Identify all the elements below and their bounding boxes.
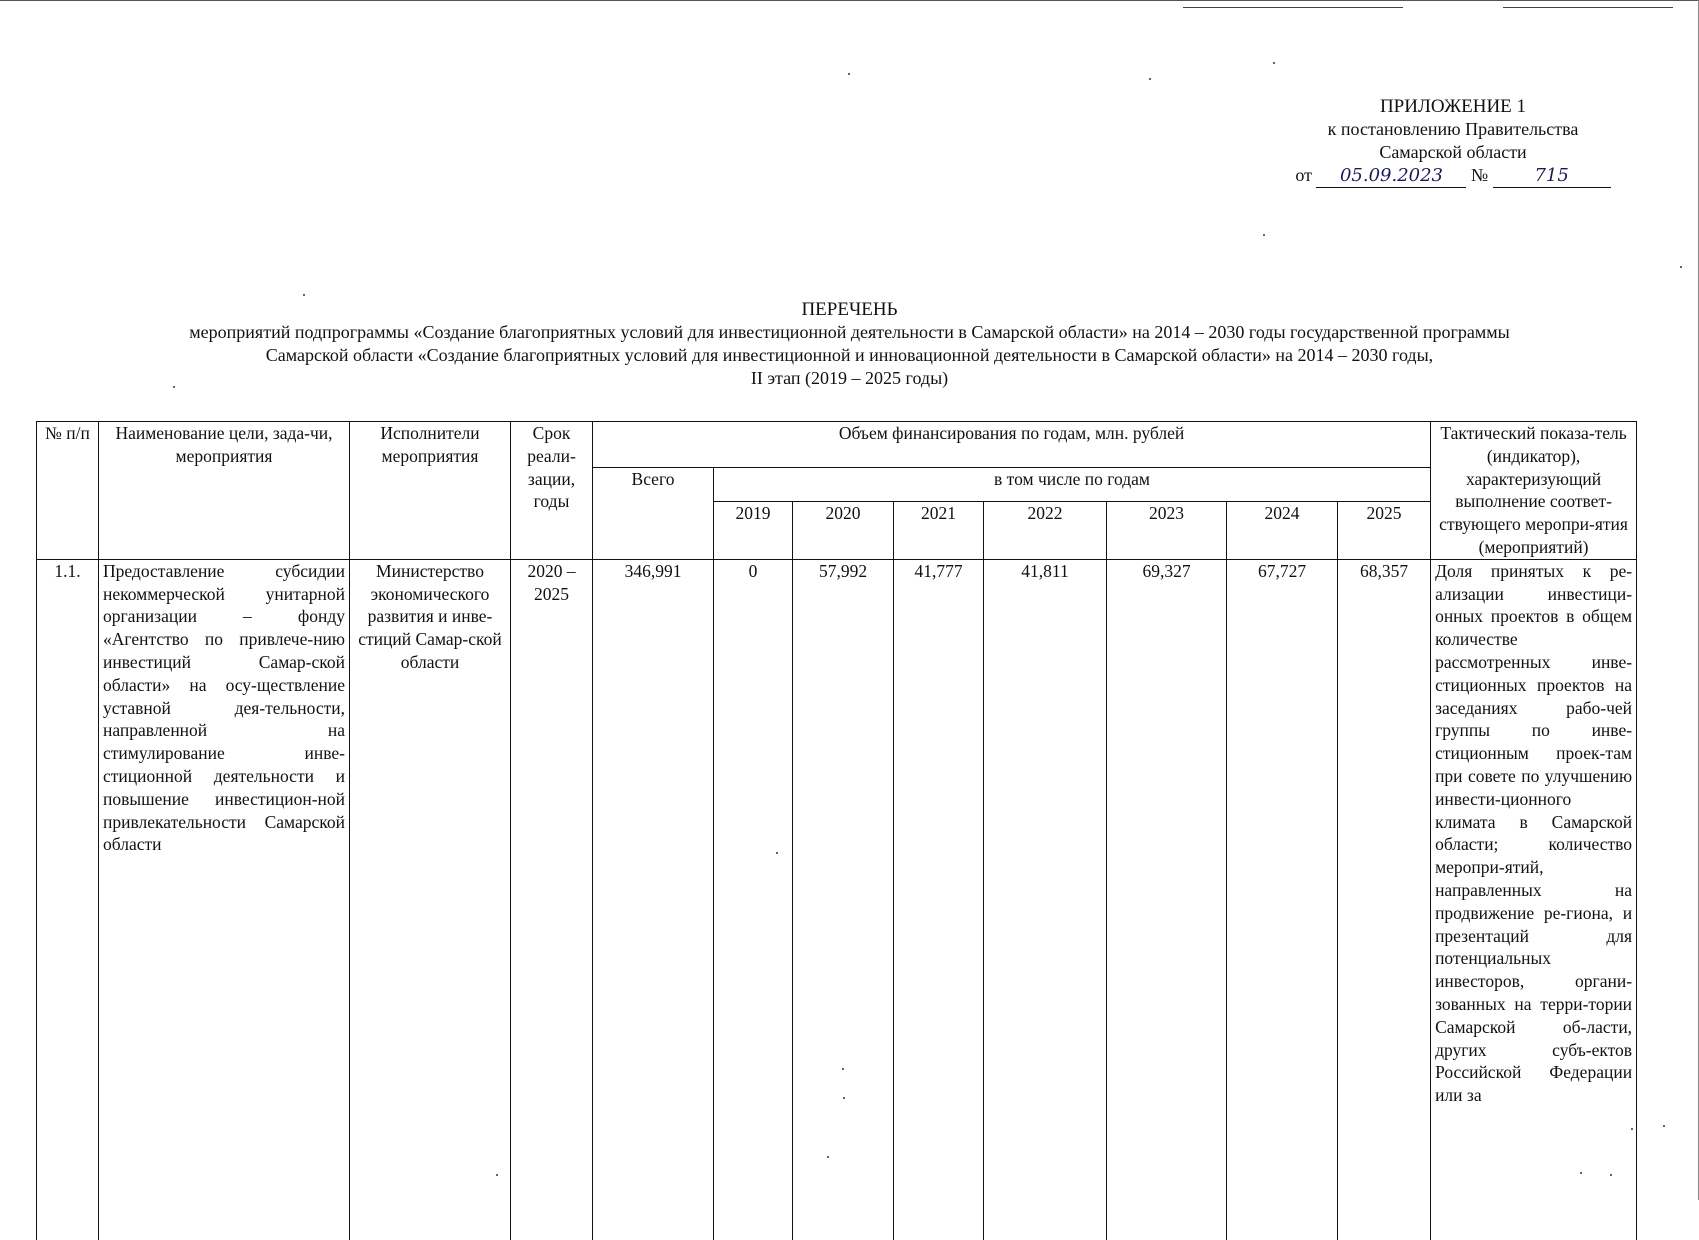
page-top-edge: [0, 0, 1699, 1]
date-prefix: от: [1295, 165, 1312, 185]
appendix-line: к постановлению Правительства: [1327, 119, 1579, 139]
row-year-value: 41,811: [984, 559, 1107, 1240]
header-year: 2025: [1338, 501, 1431, 559]
header-executor: Исполнители мероприятия: [350, 422, 511, 560]
row-year-value: 41,777: [894, 559, 984, 1240]
header-by-year: в том числе по годам: [714, 468, 1431, 502]
heading-line: II этап (2019 – 2025 годы): [750, 368, 949, 388]
row-term: 2020 – 2025: [511, 559, 593, 1240]
number-prefix: №: [1470, 165, 1489, 185]
handwritten-number: 715: [1493, 164, 1611, 188]
appendix-date-line: [1293, 164, 1613, 188]
header-funding: Объем финансирования по годам, млн. рублей: [593, 422, 1431, 468]
heading-title: ПЕРЕЧЕНЬ: [801, 299, 898, 320]
row-year-value: 0: [714, 559, 793, 1240]
header-num: № п/п: [37, 422, 99, 560]
measures-table: [36, 421, 1637, 1240]
row-executor: Министерство экономического развития и инве-стиций Самар-ской области: [350, 559, 511, 1240]
header-year: 2023: [1107, 501, 1227, 559]
appendix-line: Самарской области: [1379, 142, 1527, 162]
appendix-title: ПРИЛОЖЕНИЕ 1: [1379, 96, 1527, 117]
row-year-value: 69,327: [1107, 559, 1227, 1240]
header-total: Всего: [593, 468, 714, 560]
row-name: Предоставление субсидии некоммерческой унитарной организации – фонду «Агентство по привлече-нию инвестиций Самар-ской области» на осу-ществление уставной дея-тельности, направленной на стимулирование инве-стиционной деятельности и повышение инвестицион-ной привлекательности Самарской области: [99, 559, 350, 1240]
header-indicator: Тактический показа-тель (индикатор), характеризующий выполнение соответ-ствующего меропри-ятия (мероприятий): [1431, 422, 1637, 560]
row-total: 346,991: [593, 559, 714, 1240]
header-year: 2024: [1227, 501, 1338, 559]
row-year-value: 67,727: [1227, 559, 1338, 1240]
row-year-value: 57,992: [793, 559, 894, 1240]
document-heading: [0, 298, 1699, 390]
scan-mark: [1503, 7, 1673, 8]
row-indicator: Доля принятых к ре-ализации инвестици-онных проектов в общем количестве рассмотренных инве-стиционных проектов на заседаниях рабо-чей группы по инве-стиционным проек-там при совете по улучшению инвести-ционного климата в Самарской области; количество меропри-ятий, направленных на продвижение ре-гиона, и презентаций для потенциальных инвесторов, органи-зованных на терри-тории Самарской об-ласти, других субъ-ектов Российской Федерации или за: [1431, 559, 1637, 1240]
heading-line: мероприятий подпрограммы «Создание благоприятных условий для инвестиционной деятельности в Самарской области» на 2014 – 2030 годы государственной программы: [189, 322, 1510, 342]
header-year: 2020: [793, 501, 894, 559]
row-num: 1.1.: [37, 559, 99, 1240]
header-year: 2022: [984, 501, 1107, 559]
handwritten-date: 05.09.2023: [1316, 164, 1466, 188]
heading-line: Самарской области «Создание благоприятных условий для инвестиционной и инновационной деятельности в Самарской области» на 2014 – 2030 годы,: [265, 345, 1434, 365]
row-year-value: 68,357: [1338, 559, 1431, 1240]
scan-mark: [1183, 7, 1403, 8]
appendix-block: [1293, 95, 1613, 188]
header-term: Срок реали-зации, годы: [511, 422, 593, 560]
header-year: 2019: [714, 501, 793, 559]
header-year: 2021: [894, 501, 984, 559]
table-row: [37, 559, 1637, 1240]
header-name: Наименование цели, зада-чи, мероприятия: [99, 422, 350, 560]
